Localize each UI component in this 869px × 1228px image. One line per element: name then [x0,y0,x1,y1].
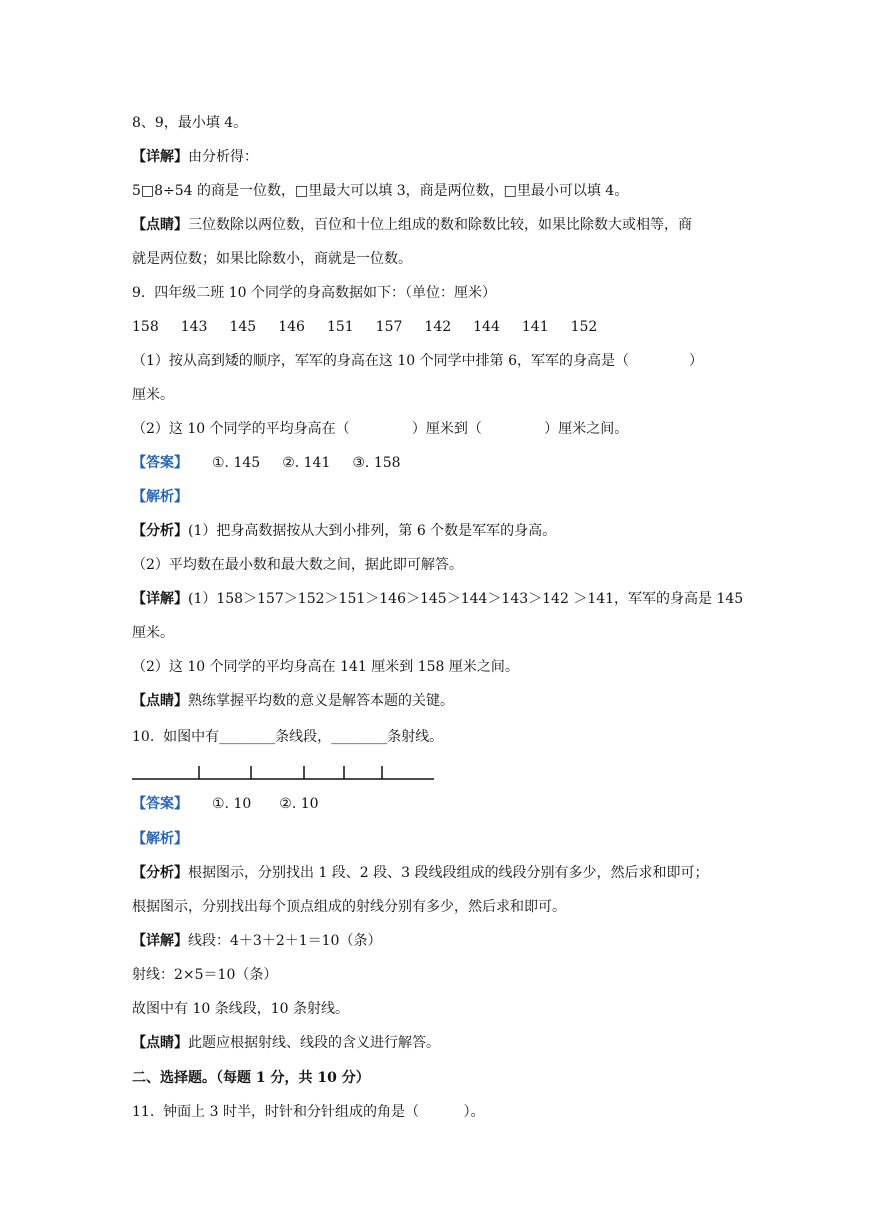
answer-line: 【答案】 ①. 10 ②. 10 [132,796,319,812]
comment-line: 【点睛】熟练掌握平均数的意义是解答本题的关键。 [132,693,454,709]
answer-tag: 【答案】 [132,455,188,471]
question-10: 10. 如图中有________条线段，________条射线。 [132,729,444,745]
answer-tag: 【答案】 [132,796,188,812]
answer-line: 【答案】 ①. 145 ②. 141 ③. 158 [132,455,401,471]
text-line: 8、9，最小填 4。 [132,115,248,131]
text-line: （2）这 10 个同学的平均身高在 141 厘米到 158 厘米之间。 [132,659,519,675]
comment-line: 【点睛】此题应根据射线、线段的含义进行解答。 [132,1035,440,1051]
detail-line: 【详解】(1）158＞157＞152＞151＞146＞145＞144＞143＞142 ＞141，军军的身高是 145 [132,591,744,607]
comment-tag: 【点睛】 [132,217,188,233]
analysis-label: 【分析】 [132,865,188,881]
detail-tag: 【详解】 [132,149,188,165]
detail-line: 【详解】由分析得： [132,149,258,165]
segment-figure [132,764,436,780]
comment-tag: 【点睛】 [132,693,188,709]
text-line: 射线：2×5＝10（条） [132,967,278,983]
text-line: 就是两位数；如果比除数小，商就是一位数。 [132,251,412,267]
analysis-line: 【分析】根据图示，分别找出 1 段、2 段、3 段线段组成的线段分别有多少，然后求和即可； [132,865,709,881]
question-9-part-2: （2）这 10 个同学的平均身高在（ ）厘米到（ ）厘米之间。 [132,421,629,437]
text-line: 5□8÷54 的商是一位数，□里最大可以填 3，商是两位数，□里最小可以填 4。 [132,183,629,199]
analysis-label: 【分析】 [132,523,188,539]
text-line: （2）平均数在最小数和最大数之间，据此即可解答。 [132,557,463,573]
detail-tag: 【详解】 [132,591,188,607]
comment-tag: 【点睛】 [132,1035,188,1051]
analysis-tag: 【解析】 [132,489,188,505]
text-line: 厘米。 [132,625,174,641]
height-data-row: 158 143 145 146 151 157 142 144 141 152 [132,319,598,335]
section-heading: 二、选择题。（每题 1 分，共 10 分） [132,1070,370,1086]
detail-tag: 【详解】 [132,933,188,949]
text-line: 故图中有 10 条线段，10 条射线。 [132,1001,349,1017]
question-9: 9. 四年级二班 10 个同学的身高数据如下：（单位：厘米） [132,285,496,301]
text-line: 厘米。 [132,387,174,403]
text-line: 根据图示，分别找出每个顶点组成的射线分别有多少，然后求和即可。 [132,899,566,915]
analysis-line: 【分析】(1）把身高数据按从大到小排列，第 6 个数是军军的身高。 [132,523,557,539]
question-11: 11. 钟面上 3 时半，时针和分针组成的角是（ ）。 [132,1104,485,1120]
analysis-tag: 【解析】 [132,831,188,847]
comment-line: 【点睛】三位数除以两位数，百位和十位上组成的数和除数比较，如果比除数大或相等，商 [132,217,692,233]
question-9-part-1: （1）按从高到矮的顺序，军军的身高在这 10 个同学中排第 6，军军的身高是（ ） [132,353,703,369]
detail-line: 【详解】线段：4＋3＋2＋1＝10（条） [132,933,382,949]
